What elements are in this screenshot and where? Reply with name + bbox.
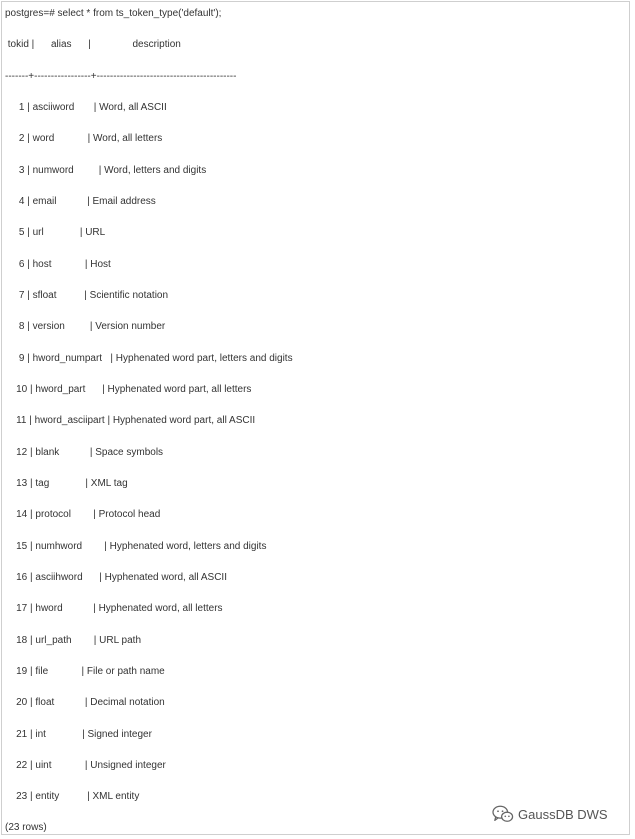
- result-row: 8 | version | Version number: [5, 321, 166, 332]
- result-row: 1 | asciiword | Word, all ASCII: [5, 102, 167, 113]
- result-row: 4 | email | Email address: [5, 196, 156, 207]
- column-header-line: tokid | alias | description: [5, 39, 181, 50]
- result-row: 18 | url_path | URL path: [5, 635, 142, 646]
- result-row: 7 | sfloat | Scientific notation: [5, 290, 169, 301]
- result-row: 10 | hword_part | Hyphenated word part, all letters: [5, 384, 252, 395]
- result-row: 3 | numword | Word, letters and digits: [5, 165, 207, 176]
- result-row: 2 | word | Word, all letters: [5, 133, 163, 144]
- result-row: 21 | int | Signed integer: [5, 729, 152, 740]
- wechat-icon: [492, 804, 514, 824]
- separator-line: -------+-----------------+------------------------------------------: [5, 71, 237, 82]
- result-row: 15 | numhword | Hyphenated word, letters and digits: [5, 541, 267, 552]
- result-row: 13 | tag | XML tag: [5, 478, 128, 489]
- result-row: 20 | float | Decimal notation: [5, 697, 165, 708]
- result-row: 6 | host | Host: [5, 259, 111, 270]
- sql-command-line: postgres=# select * from ts_token_type('default');: [5, 8, 222, 19]
- result-row: 19 | file | File or path name: [5, 666, 165, 677]
- watermark: [492, 804, 608, 824]
- result-row: 9 | hword_numpart | Hyphenated word part, letters and digits: [5, 353, 293, 364]
- result-row: 16 | asciihword | Hyphenated word, all ASCII: [5, 572, 227, 583]
- result-row: 11 | hword_asciipart | Hyphenated word part, all ASCII: [5, 415, 256, 426]
- watermark-text: GaussDB DWS: [518, 806, 608, 822]
- row-count-footer: (23 rows): [5, 822, 47, 833]
- result-row: 22 | uint | Unsigned integer: [5, 760, 166, 771]
- result-row: 23 | entity | XML entity: [5, 791, 140, 802]
- result-row: 14 | protocol | Protocol head: [5, 509, 161, 520]
- result-row: 17 | hword | Hyphenated word, all letters: [5, 603, 223, 614]
- result-row: 5 | url | URL: [5, 227, 106, 238]
- terminal-output-frame: [1, 1, 630, 835]
- result-row: 12 | blank | Space symbols: [5, 447, 164, 458]
